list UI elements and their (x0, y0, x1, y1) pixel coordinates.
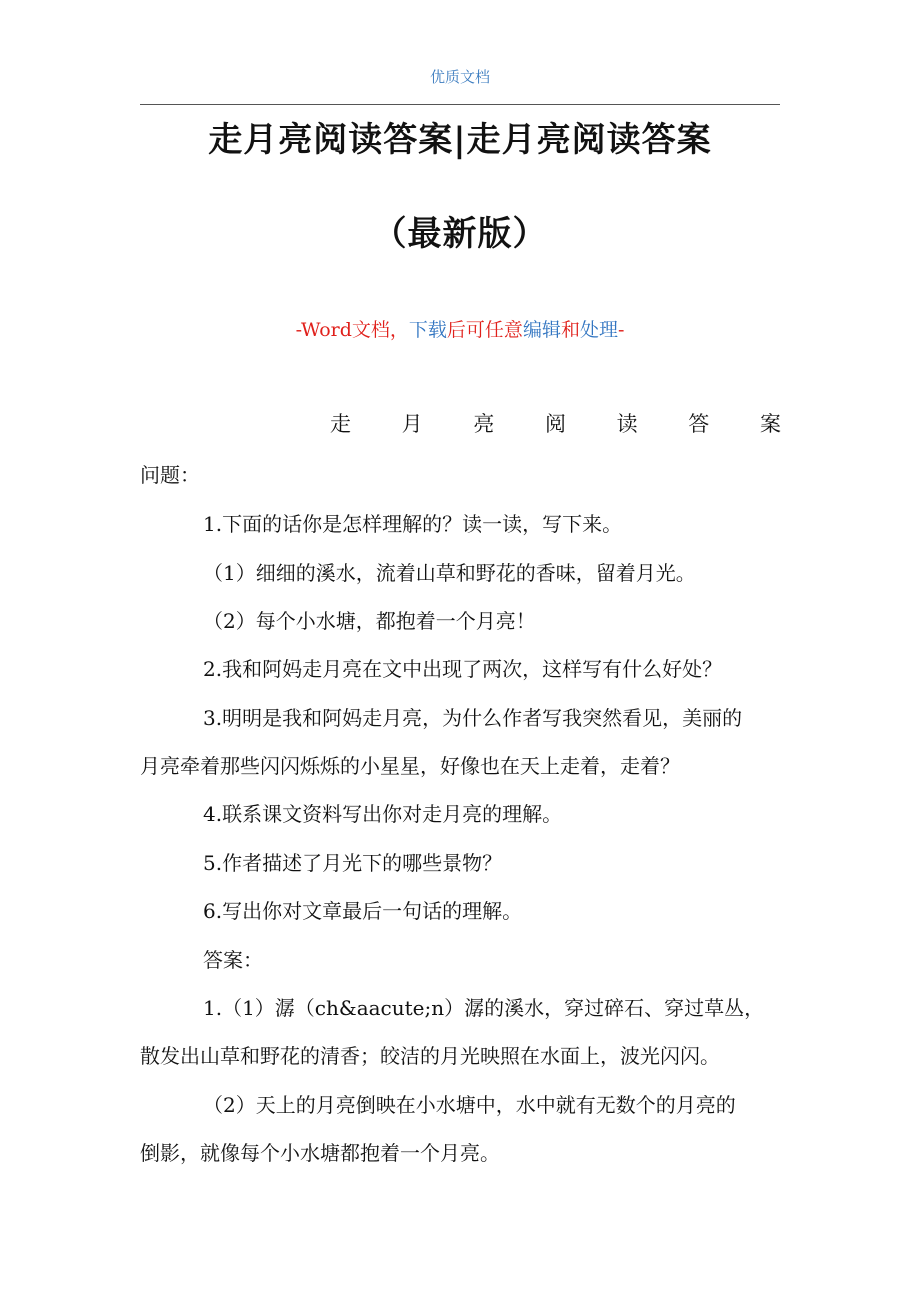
document-title: 走月亮阅读答案|走月亮阅读答案 (208, 120, 712, 160)
subtitle-segment: 处理 (579, 319, 618, 341)
subtitle-segment: 下载 (408, 319, 447, 341)
question-4: 4.联系课文资料写出你对走月亮的理解。 (203, 802, 563, 826)
heading-char: 走 (330, 412, 351, 436)
subtitle-segment: -Word文档， (295, 319, 409, 341)
question-1: 1.下面的话你是怎样理解的？读一读，写下来。 (203, 512, 623, 536)
subtitle-segment: 和 (560, 319, 580, 341)
header-divider (140, 104, 780, 105)
answers-label: 答案： (203, 948, 263, 972)
question-1-part-1: （1）细细的溪水，流着山草和野花的香味，留着月光。 (203, 561, 696, 585)
subtitle-segment: - (617, 319, 625, 341)
question-6: 6.写出你对文章最后一句话的理解。 (203, 899, 523, 923)
subtitle-segment: 后可任意 (446, 319, 523, 341)
question-3-continued: 月亮牵着那些闪闪烁烁的小星星，好像也在天上走着，走着？ (140, 754, 680, 778)
spread-heading (330, 408, 781, 438)
question-5: 5.作者描述了月光下的哪些景物？ (203, 851, 503, 875)
answer-1-part-1-continued: 散发出山草和野花的清香；皎洁的月光映照在水面上，波光闪闪。 (140, 1044, 720, 1068)
question-2: 2.我和阿妈走月亮在文中出现了两次，这样写有什么好处？ (203, 657, 723, 681)
heading-char: 月 (401, 412, 423, 436)
document-header: 优质文档 (429, 68, 490, 86)
heading-char: 读 (616, 412, 638, 436)
question-1-part-2: （2）每个小水塘，都抱着一个月亮！ (203, 609, 536, 633)
heading-char: 阅 (544, 412, 566, 436)
heading-char: 答 (688, 412, 710, 436)
heading-char: 案 (759, 412, 781, 436)
question-3: 3.明明是我和阿妈走月亮，为什么作者写我突然看见，美丽的 (203, 706, 743, 730)
heading-char: 亮 (473, 412, 495, 436)
answer-1-part-2: （2）天上的月亮倒映在小水塘中，水中就有无数个的月亮的 (203, 1093, 736, 1117)
subtitle (0, 315, 920, 342)
answer-1-part-1: 1.（1）潺（ch&aacute;n）潺的溪水，穿过碎石、穿过草丛， (203, 996, 765, 1020)
questions-label: 问题： (140, 463, 200, 487)
document-title-edition: （最新版） (372, 214, 548, 254)
answer-1-part-2-continued: 倒影，就像每个小水塘都抱着一个月亮。 (140, 1141, 500, 1165)
subtitle-segment: 编辑 (522, 319, 561, 341)
